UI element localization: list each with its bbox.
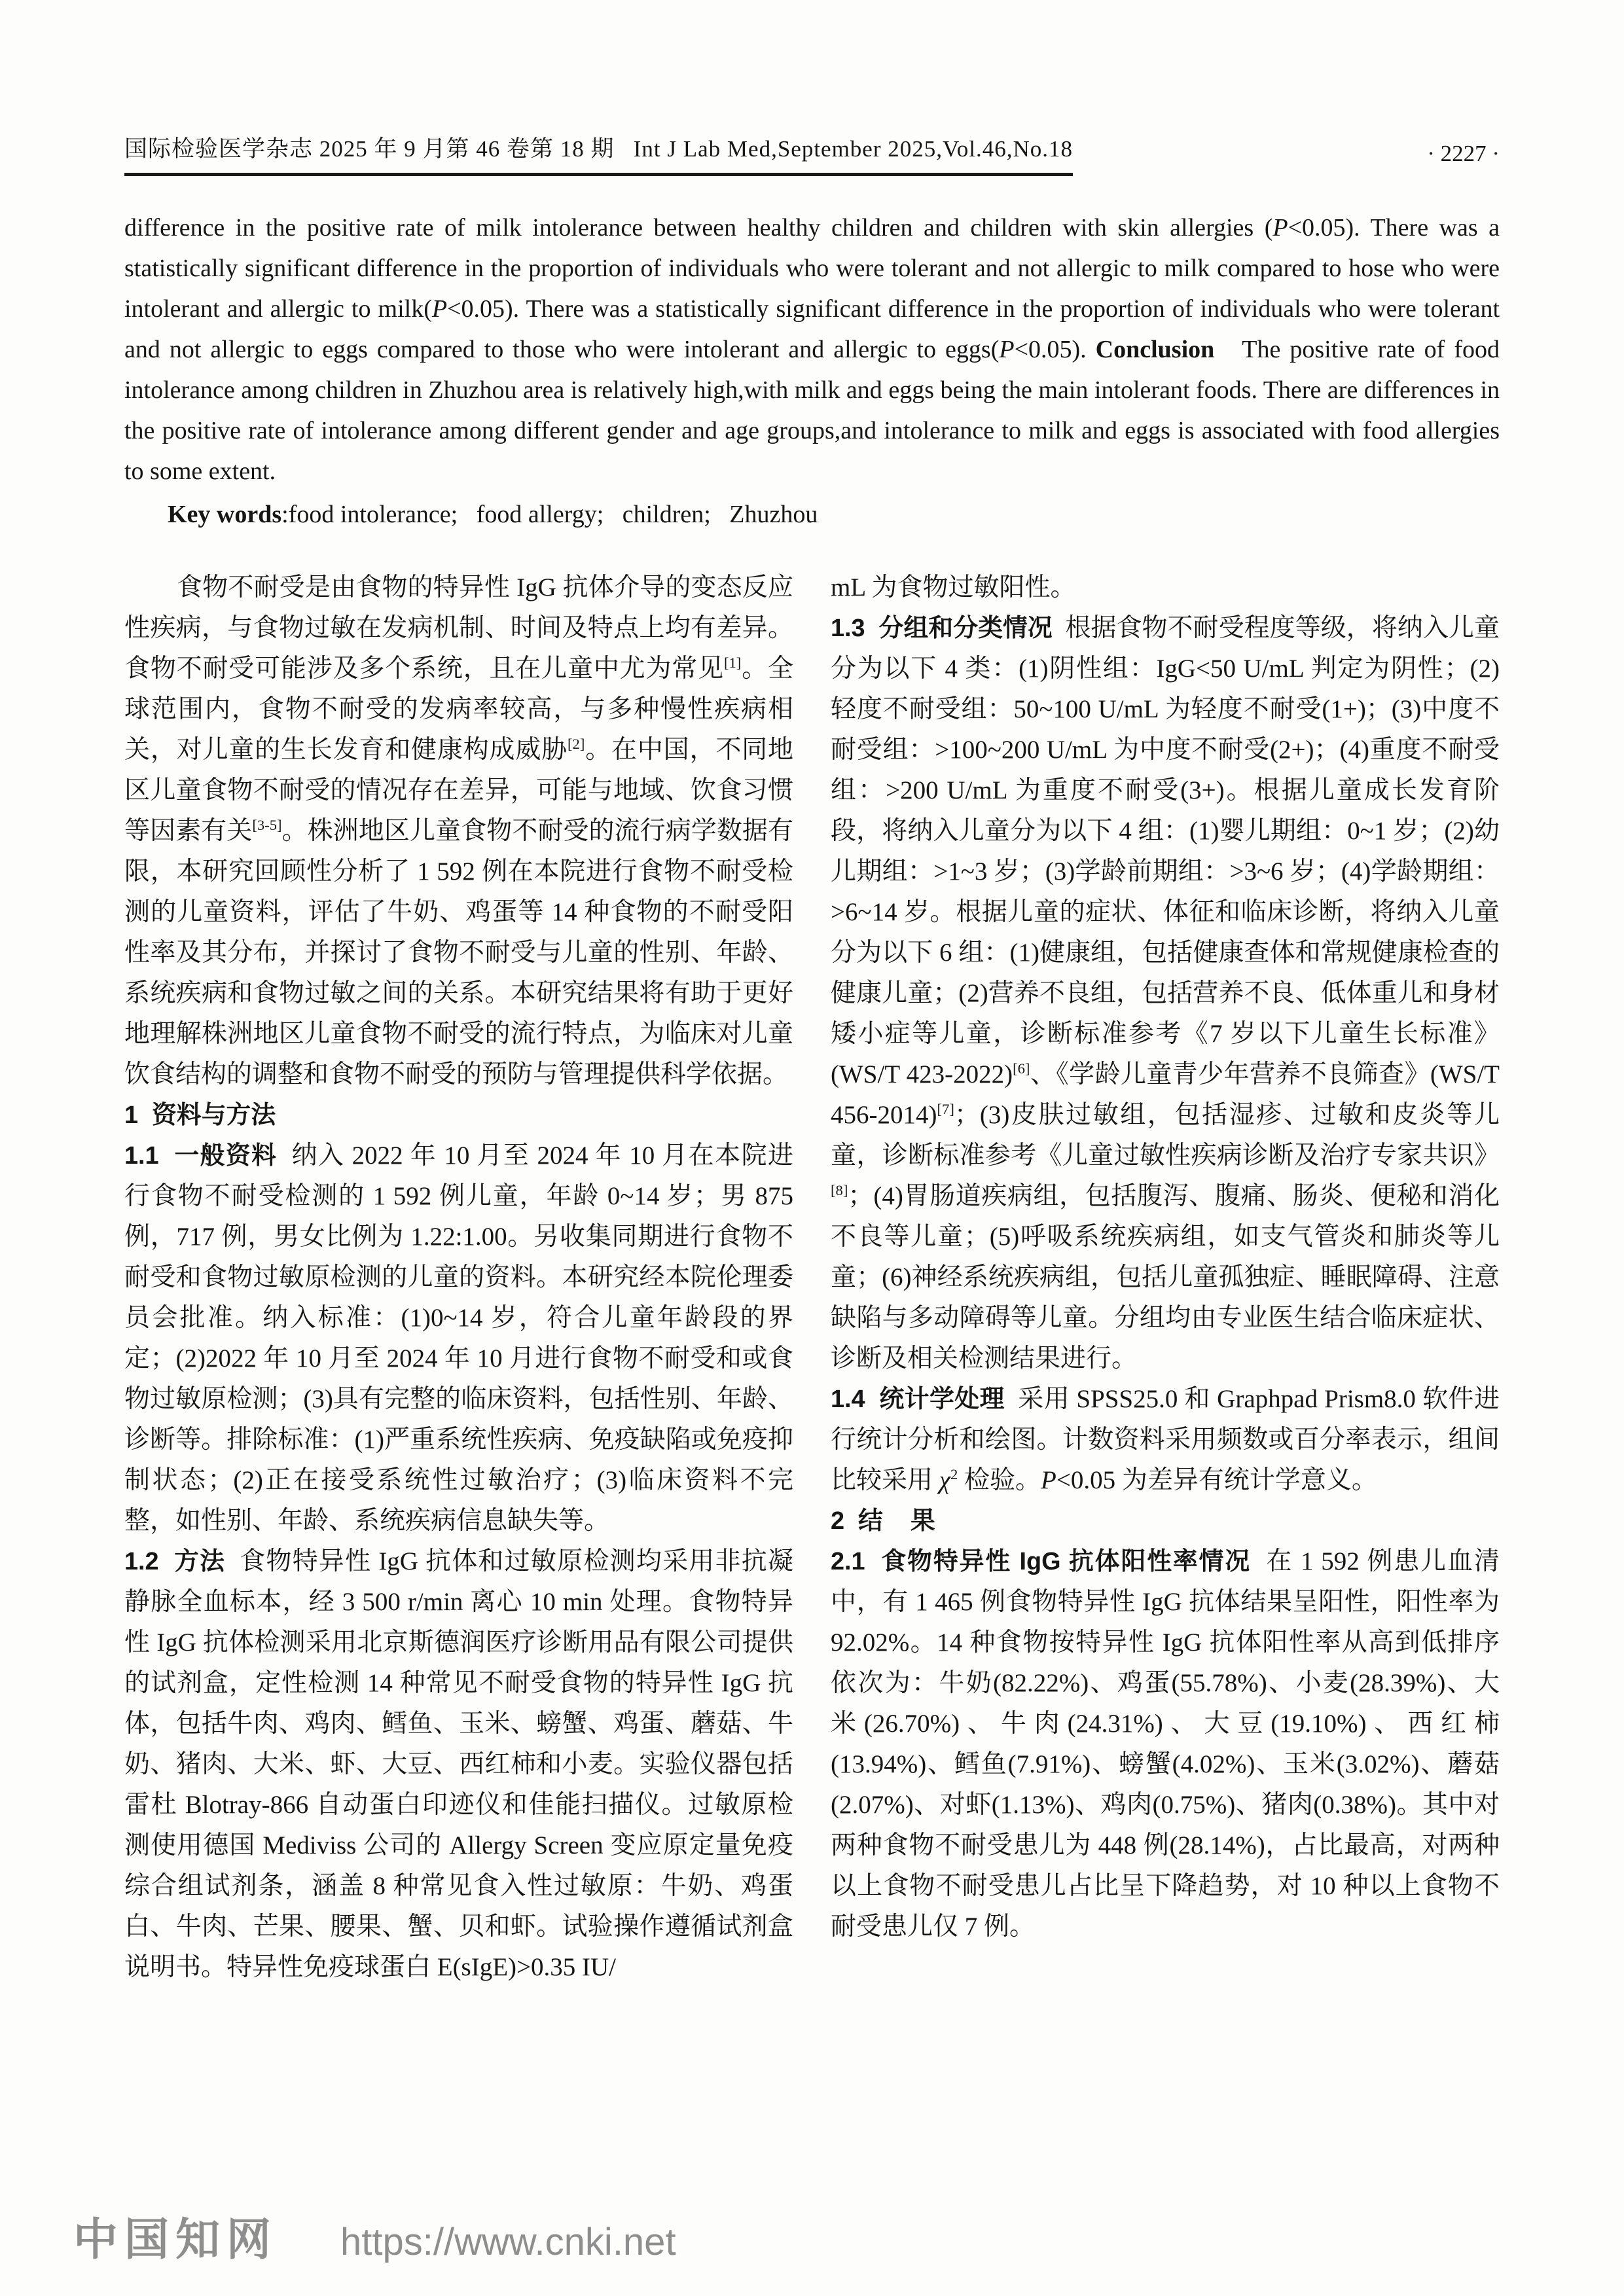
page-number: · 2227 · xyxy=(1427,141,1500,166)
text-segment: 。全球范围内，食物不耐受的发病率较高，与多种慢性疾病相关，对儿童的生长发育和健康构成威胁 xyxy=(124,655,793,764)
journal-header-info: 国际检验医学杂志 2025 年 9 月第 46 卷第 18 期 Int J Lab Med,September 2025,Vol.46,No.18 xyxy=(124,131,1073,176)
section-heading xyxy=(831,1501,1500,1541)
text-segment: P xyxy=(999,336,1015,363)
text-segment: ；(3)皮肤过敏组，包括湿疹、过敏和皮炎等儿童，诊断标准参考《儿童过敏性疾病诊断及治疗专家共识》 xyxy=(831,1101,1500,1170)
paragraph xyxy=(124,1541,793,1988)
page-header xyxy=(124,131,1500,176)
text-segment: [8] xyxy=(831,1182,848,1198)
text-segment: 采用 SPSS25.0 和 Graphpad Prism8.0 软件进行统计分析和绘图。计数资料采用频数或百分率表示，组间比较采用 xyxy=(831,1385,1500,1494)
text-segment: <0.05 为差异有统计学意义。 xyxy=(1056,1466,1377,1494)
cnki-logo: 中国知网 xyxy=(73,2215,278,2265)
paragraph xyxy=(831,567,1500,608)
text-segment: P xyxy=(431,295,448,323)
text-segment: difference in the positive rate of milk intolerance between healthy children and children with skin allergies ( xyxy=(124,214,1273,242)
cnki-url: https://www.cnki.net xyxy=(340,2221,676,2263)
paragraph xyxy=(124,1136,793,1541)
text-segment: [3-5] xyxy=(252,817,282,833)
text-segment: 根据食物不耐受程度等级，将纳入儿童分为以下 4 类：(1)阴性组：IgG<50 U/mL 判定为阴性；(2)轻度不耐受组：50~100 U/mL 为轻度不耐受(1+)；(3)中度不耐受组：>100~200 U/mL 为中度不耐受(2+)；(4)重度不耐受组：>200 U/mL 为重度不耐受(3+)。根据儿童成长发育阶段，将纳入儿童分为以下 4 组：(1)婴儿期组：0~1 岁；(2)幼儿期组：>1~3 岁；(3)学龄前期组：>3~6 岁；(4)学龄期组：>6~14 岁。根据儿童的症状、体征和临床诊断，将纳入儿童分为以下 6 组：(1)健康组，包括健康查体和常规健康检查的健康儿童；(2)营养不良组，包括营养不良、低体重儿和身材矮小症等儿童，诊断标准参考《7 岁以下儿童生长标准》(WS/T 423-2022) xyxy=(831,614,1500,1088)
paragraph xyxy=(831,608,1500,1379)
two-column-body xyxy=(124,567,1500,1988)
text-segment: 食物不耐受是由食物的特异性 IgG 抗体介导的变态反应性疾病，与食物过敏在发病机制、时间及特点上均有差异。食物不耐受可能涉及多个系统，且在儿童中尤为常见 xyxy=(124,573,793,683)
text-segment: The positive rate of food intolerance among children in Zhuzhou area is relatively high,with milk and eggs being the main intolerant foods. There are differences in the positive rate of intolerance among different gender and age groups,and intolerance to milk and eggs is associated with food allergies to some extent. xyxy=(124,336,1500,485)
paragraph xyxy=(124,567,793,1095)
text-segment: Conclusion xyxy=(1095,336,1215,363)
abstract-continuation xyxy=(124,207,1500,492)
text-segment: 2.1 食物特异性 IgG 抗体阳性率情况 xyxy=(831,1548,1252,1575)
text-segment: 检验。 xyxy=(958,1466,1041,1494)
text-segment: P xyxy=(1272,214,1288,242)
text-segment: 1 资料与方法 xyxy=(124,1102,276,1129)
text-segment: 食物特异性 IgG 抗体和过敏原检测均采用非抗凝静脉全血标本，经 3 500 r/min 离心 10 min 处理。食物特异性 IgG 抗体检测采用北京斯德润医疗诊断用品有限公司提供的试剂盒，定性检测 14 种常见不耐受食物的特异性 IgG 抗体，包括牛肉、鸡肉、鳕鱼、玉米、螃蟹、鸡蛋、蘑菇、牛奶、猪肉、大米、虾、大豆、西红柿和小麦。实验仪器包括雷杜 Blotray-866 自动蛋白印迹仪和佳能扫描仪。过敏原检测使用德国 Mediviss 公司的 Allergy Screen 变应原定量免疫综合组试剂条，涵盖 8 种常见食入性过敏原：牛奶、鸡蛋白、牛肉、芒果、腰果、蟹、贝和虾。试验操作遵循试剂盒说明书。特异性免疫球蛋白 E(sIgE)>0.35 IU/ xyxy=(124,1547,793,1981)
text-segment: 。在中国，不同地区儿童食物不耐受的情况存在差异，可能与地域、饮食习惯等因素有关 xyxy=(124,736,793,845)
text-segment: <0.05). xyxy=(1014,336,1096,363)
cnki-watermark xyxy=(73,2204,676,2268)
text-segment: 2 xyxy=(950,1466,958,1482)
text-segment: ；(4)胃肠道疾病组，包括腹泻、腹痛、肠炎、便秘和消化不良等儿童；(5)呼吸系统疾病组，如支气管炎和肺炎等儿童；(6)神经系统疾病组，包括儿童孤独症、睡眠障碍、注意缺陷与多动障碍等儿童。分组均由专业医生结合临床症状、诊断及相关检测结果进行。 xyxy=(831,1182,1500,1372)
paragraph xyxy=(831,1379,1500,1501)
right-column xyxy=(831,567,1500,1988)
text-segment: [2] xyxy=(568,736,585,752)
text-segment: [7] xyxy=(937,1101,954,1117)
text-segment: 在 1 592 例患儿血清中，有 1 465 例食物特异性 IgG 抗体结果呈阳性，阳性率为 92.02%。14 种食物按特异性 IgG 抗体阳性率从高到低排序依次为：牛奶(82.22%)、鸡蛋(55.78%)、小麦(28.39%)、大米(26.70%)、牛肉(24.31%)、大豆(19.10%)、西红柿(13.94%)、鳕鱼(7.91%)、螃蟹(4.02%)、玉米(3.02%)、蘑菇(2.07%)、对虾(1.13%)、鸡肉(0.75%)、猪肉(0.38%)。其中对两种食物不耐受患儿为 448 例(28.14%)，占比最高，对两种以上食物不耐受患儿占比呈下降趋势，对 10 种以上食物不耐受患儿仅 7 例。 xyxy=(831,1547,1500,1941)
text-segment: P xyxy=(1041,1466,1056,1494)
keywords-label: Key words xyxy=(168,501,282,528)
text-segment: 1.1 一般资料 xyxy=(124,1142,278,1170)
section-heading xyxy=(124,1095,793,1136)
keywords-line xyxy=(124,494,1500,535)
left-column xyxy=(124,567,793,1988)
keywords-text: :food intolerance; food allergy; children; Zhuzhou xyxy=(281,501,818,528)
text-segment: mL 为食物过敏阳性。 xyxy=(831,573,1076,601)
text-segment: <0.05). There was a statistically significant difference in the proportion of individuals who were tolerant and not allergic to milk compared to hose who were intolerant and allergic to milk( xyxy=(124,214,1500,323)
text-segment: 。株洲地区儿童食物不耐受的流行病学数据有限，本研究回顾性分析了 1 592 例在本院进行食物不耐受检测的儿童资料，评估了牛奶、鸡蛋等 14 种食物的不耐受阳性率及其分布，并探讨了食物不耐受与儿童的性别、年龄、系统疾病和食物过敏之间的关系。本研究结果将有助于更好地理解株洲地区儿童食物不耐受的流行特点，为临床对儿童饮食结构的调整和食物不耐受的预防与管理提供科学依据。 xyxy=(124,817,793,1088)
text-segment: χ xyxy=(939,1466,950,1494)
text-segment: 、《学龄儿童青少年营养不良筛查》(WS/T 456-2014) xyxy=(831,1060,1500,1129)
text-segment: 纳入 2022 年 10 月至 2024 年 10 月在本院进行食物不耐受检测的 1 592 例儿童，年龄 0~14 岁；男 875 例，717 例，男女比例为 1.22:1.00。另收集同期进行食物不耐受和食物过敏原检测的儿童的资料。本研究经本院伦理委员会批准。纳入标准：(1)0~14 岁，符合儿童年龄段的界定；(2)2022 年 10 月至 2024 年 10 月进行食物不耐受和或食物过敏原检测；(3)具有完整的临床资料，包括性别、年龄、诊断等。排除标准：(1)严重系统性疾病、免疫缺陷或免疫抑制状态；(2)正在接受系统性过敏治疗；(3)临床资料不完整，如性别、年龄、系统疾病信息缺失等。 xyxy=(124,1141,793,1535)
page-content xyxy=(124,131,1500,1988)
text-segment: 1.4 统计学处理 xyxy=(831,1386,1005,1413)
text-segment: [6] xyxy=(1013,1060,1030,1077)
text-segment: 2 结 果 xyxy=(831,1507,935,1535)
paragraph xyxy=(831,1541,1500,1947)
text-segment: <0.05). There was a statistically significant difference in the proportion of individuals who were tolerant and not allergic to eggs compared to those who were intolerant and allergic to eggs( xyxy=(124,295,1500,363)
text-segment: 1.2 方法 xyxy=(124,1548,226,1575)
text-segment: [1] xyxy=(723,655,742,671)
text-segment: 1.3 分组和分类情况 xyxy=(831,615,1053,642)
